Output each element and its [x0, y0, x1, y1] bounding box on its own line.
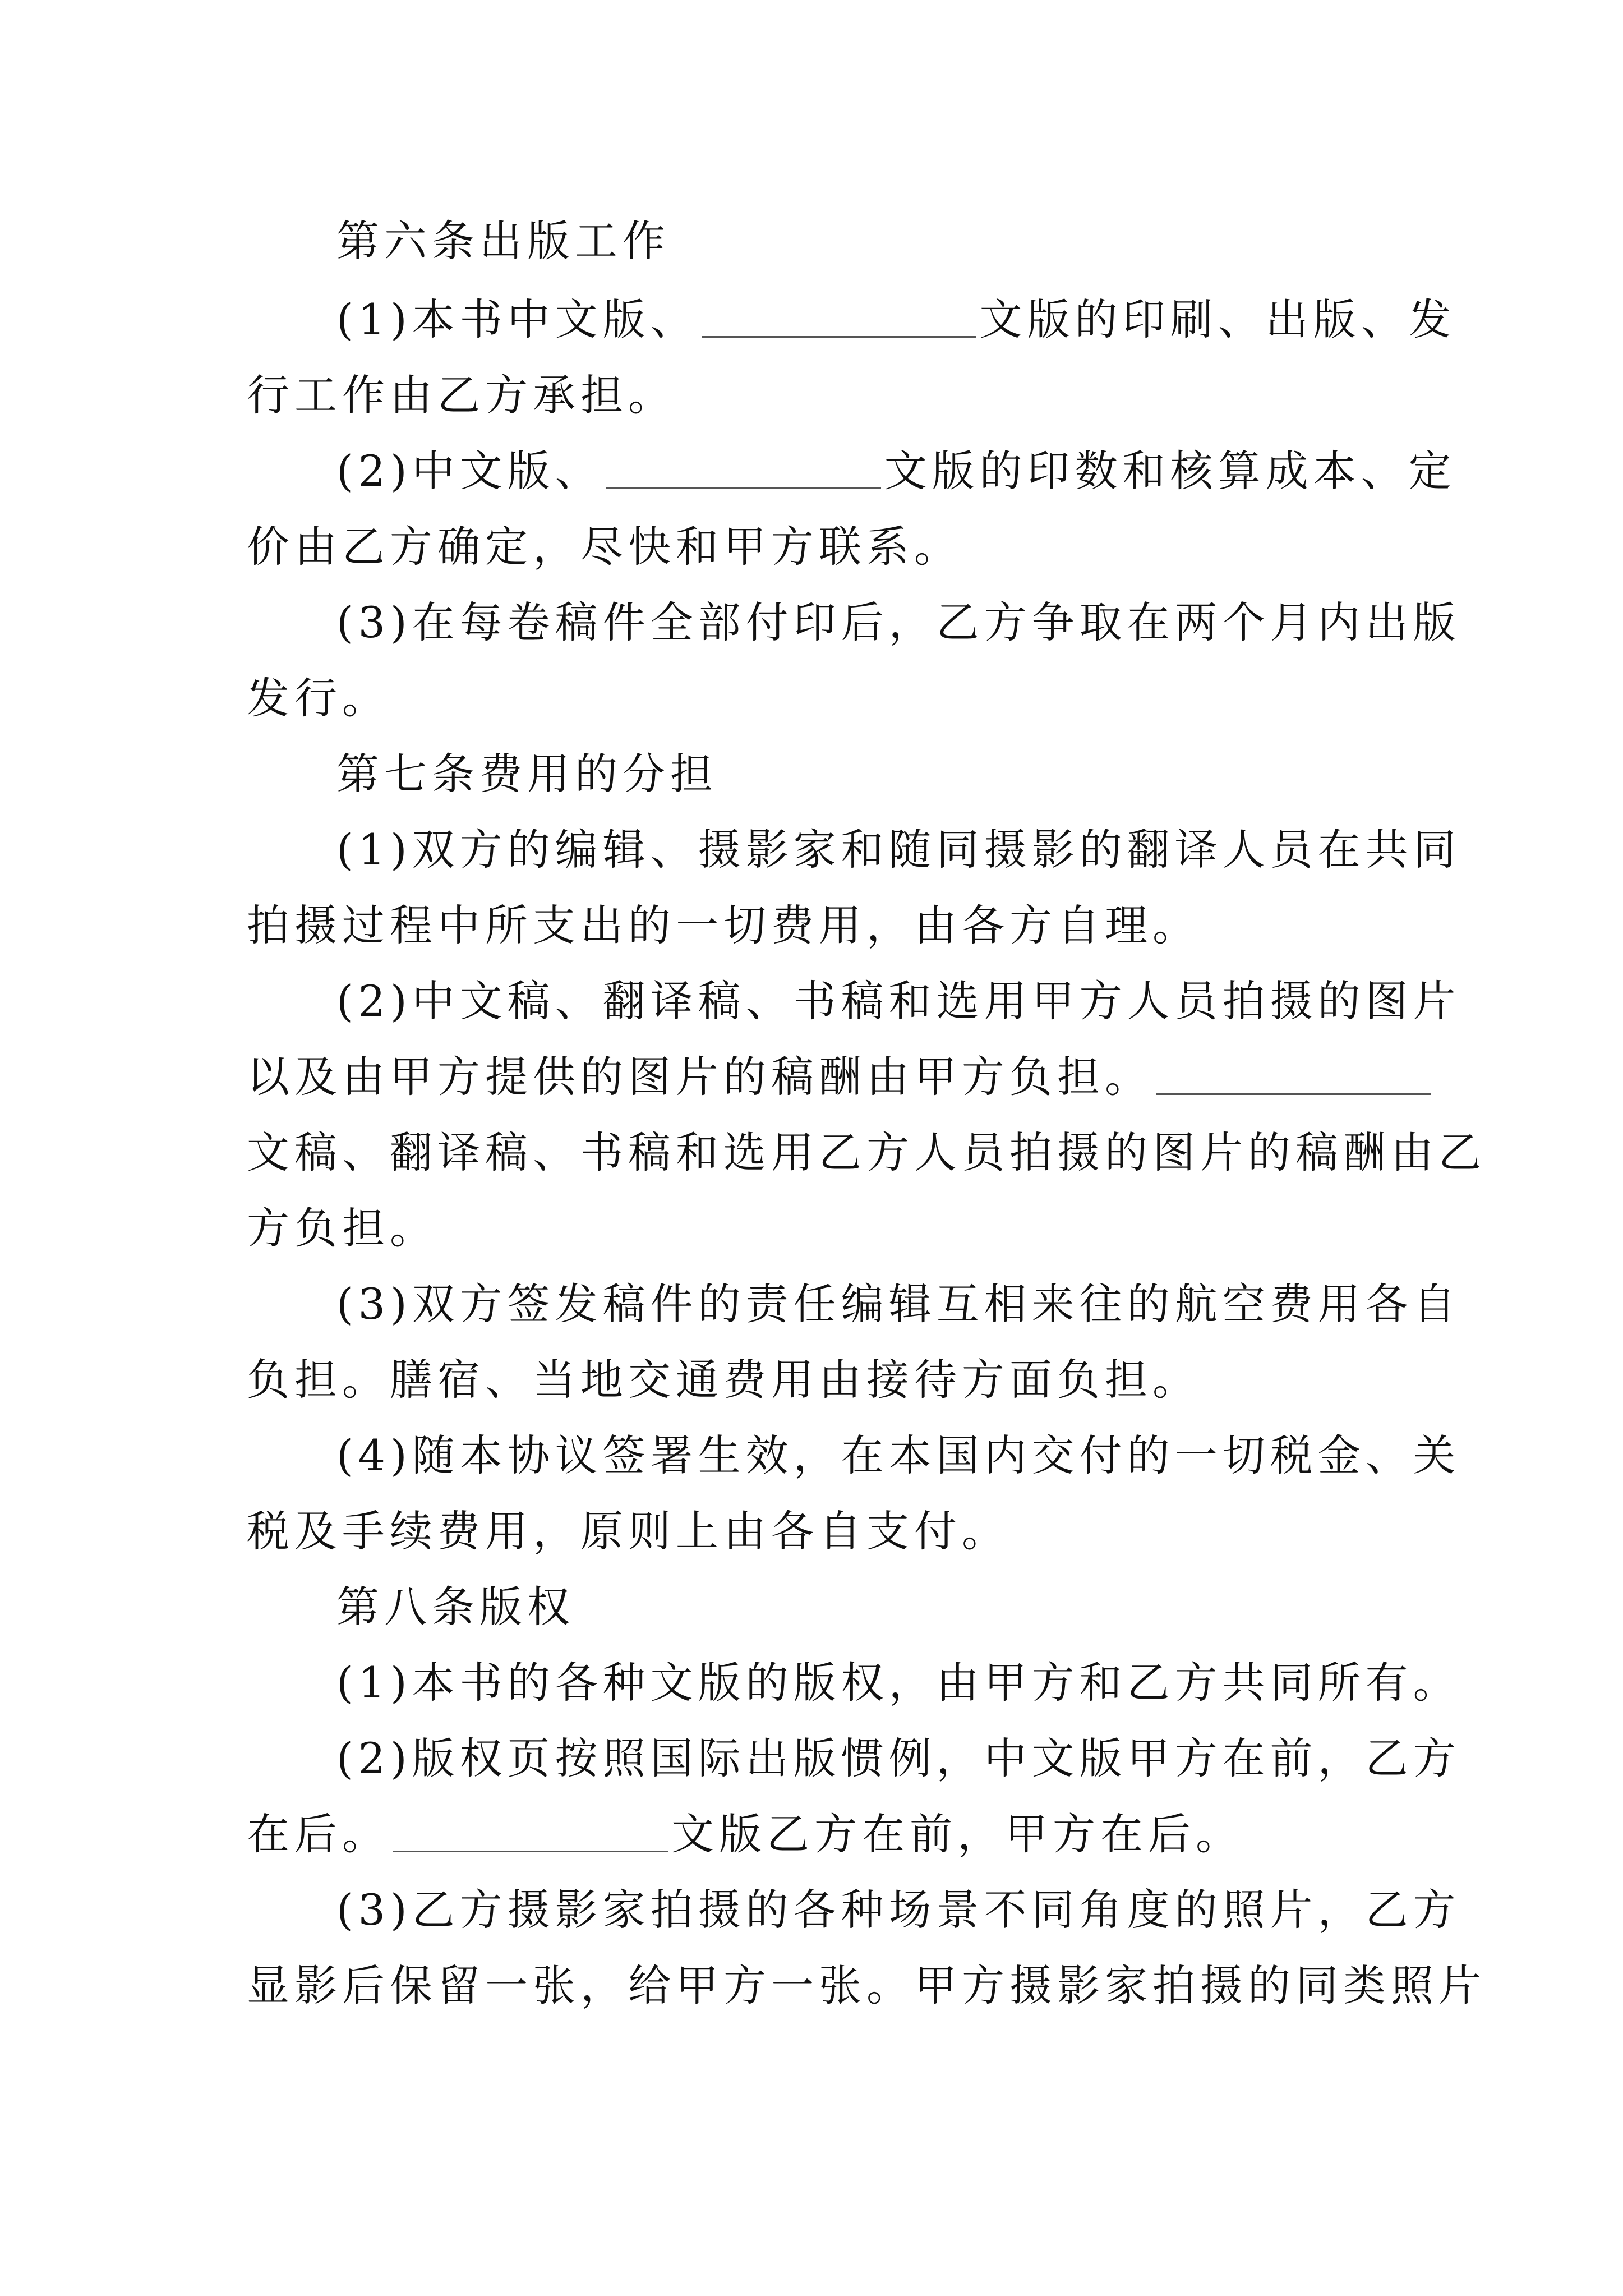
paragraph-line: (2)版权页按照国际出版惯例，中文版甲方在前，乙方 — [336, 1733, 1461, 1783]
paragraph-line: 税及手续费用，原则上由各自支付。 — [247, 1506, 1009, 1556]
paragraph-line: 发行。 — [247, 673, 390, 723]
paragraph-line: (1)本书的各种文版的版权，由甲方和乙方共同所有。 — [336, 1658, 1461, 1708]
paragraph-line: (3)在每卷稿件全部付印后，乙方争取在两个月内出版 — [336, 597, 1461, 647]
text-run: 文版的印数和核算成本、定 — [884, 446, 1456, 496]
paragraph-line: (2)中文稿、翻译稿、书稿和选用甲方人员拍摄的图片 — [336, 976, 1461, 1026]
fill-in-blank — [606, 448, 881, 489]
paragraph-line: 显影后保留一张，给甲方一张。甲方摄影家拍摄的同类照片 — [247, 1961, 1486, 2010]
paragraph-line: (3)乙方摄影家拍摄的各种场景不同角度的照片，乙方 — [336, 1885, 1461, 1935]
paragraph-line: 文稿、翻译稿、书稿和选用乙方人员拍摄的图片的稿酬由乙 — [247, 1128, 1486, 1177]
paragraph-line — [336, 292, 1456, 348]
paragraph-line — [247, 1806, 1380, 1862]
paragraph-line: 方负担。 — [247, 1203, 437, 1253]
paragraph-line: (4)随本协议签署生效，在本国内交付的一切税金、关 — [336, 1430, 1461, 1480]
paragraph-line: 价由乙方确定，尽快和甲方联系。 — [247, 522, 962, 572]
article-8-heading: 第八条版权 — [336, 1582, 575, 1632]
text-run: (1)本书中文版、 — [336, 295, 698, 344]
text-run: 以及由甲方提供的图片的稿酬由甲方负担。 — [247, 1052, 1152, 1102]
text-run: 文版乙方在前，甲方在后。 — [671, 1809, 1243, 1859]
text-run: (2)中文版、 — [336, 446, 603, 496]
paragraph-line: 负担。膳宿、当地交通费用由接待方面负担。 — [247, 1355, 1200, 1405]
fill-in-blank — [1156, 1054, 1431, 1095]
fill-in-blank — [393, 1811, 668, 1852]
paragraph-line: (3)双方签发稿件的责任编辑互相来往的航空费用各自 — [336, 1279, 1461, 1329]
paragraph-line: 行工作由乙方承担。 — [247, 370, 676, 420]
article-7-heading: 第七条费用的分担 — [336, 749, 718, 799]
fill-in-blank — [702, 297, 976, 338]
text-run: 文版的印刷、出版、发 — [979, 295, 1456, 344]
text-run: 在后。 — [247, 1809, 390, 1859]
paragraph-line: 拍摄过程中所支出的一切费用，由各方自理。 — [247, 900, 1200, 950]
paragraph-line — [336, 443, 1456, 499]
paragraph-line: (1)双方的编辑、摄影家和随同摄影的翻译人员在共同 — [336, 825, 1461, 875]
article-6-heading: 第六条出版工作 — [336, 216, 670, 266]
paragraph-line — [247, 1049, 1380, 1105]
